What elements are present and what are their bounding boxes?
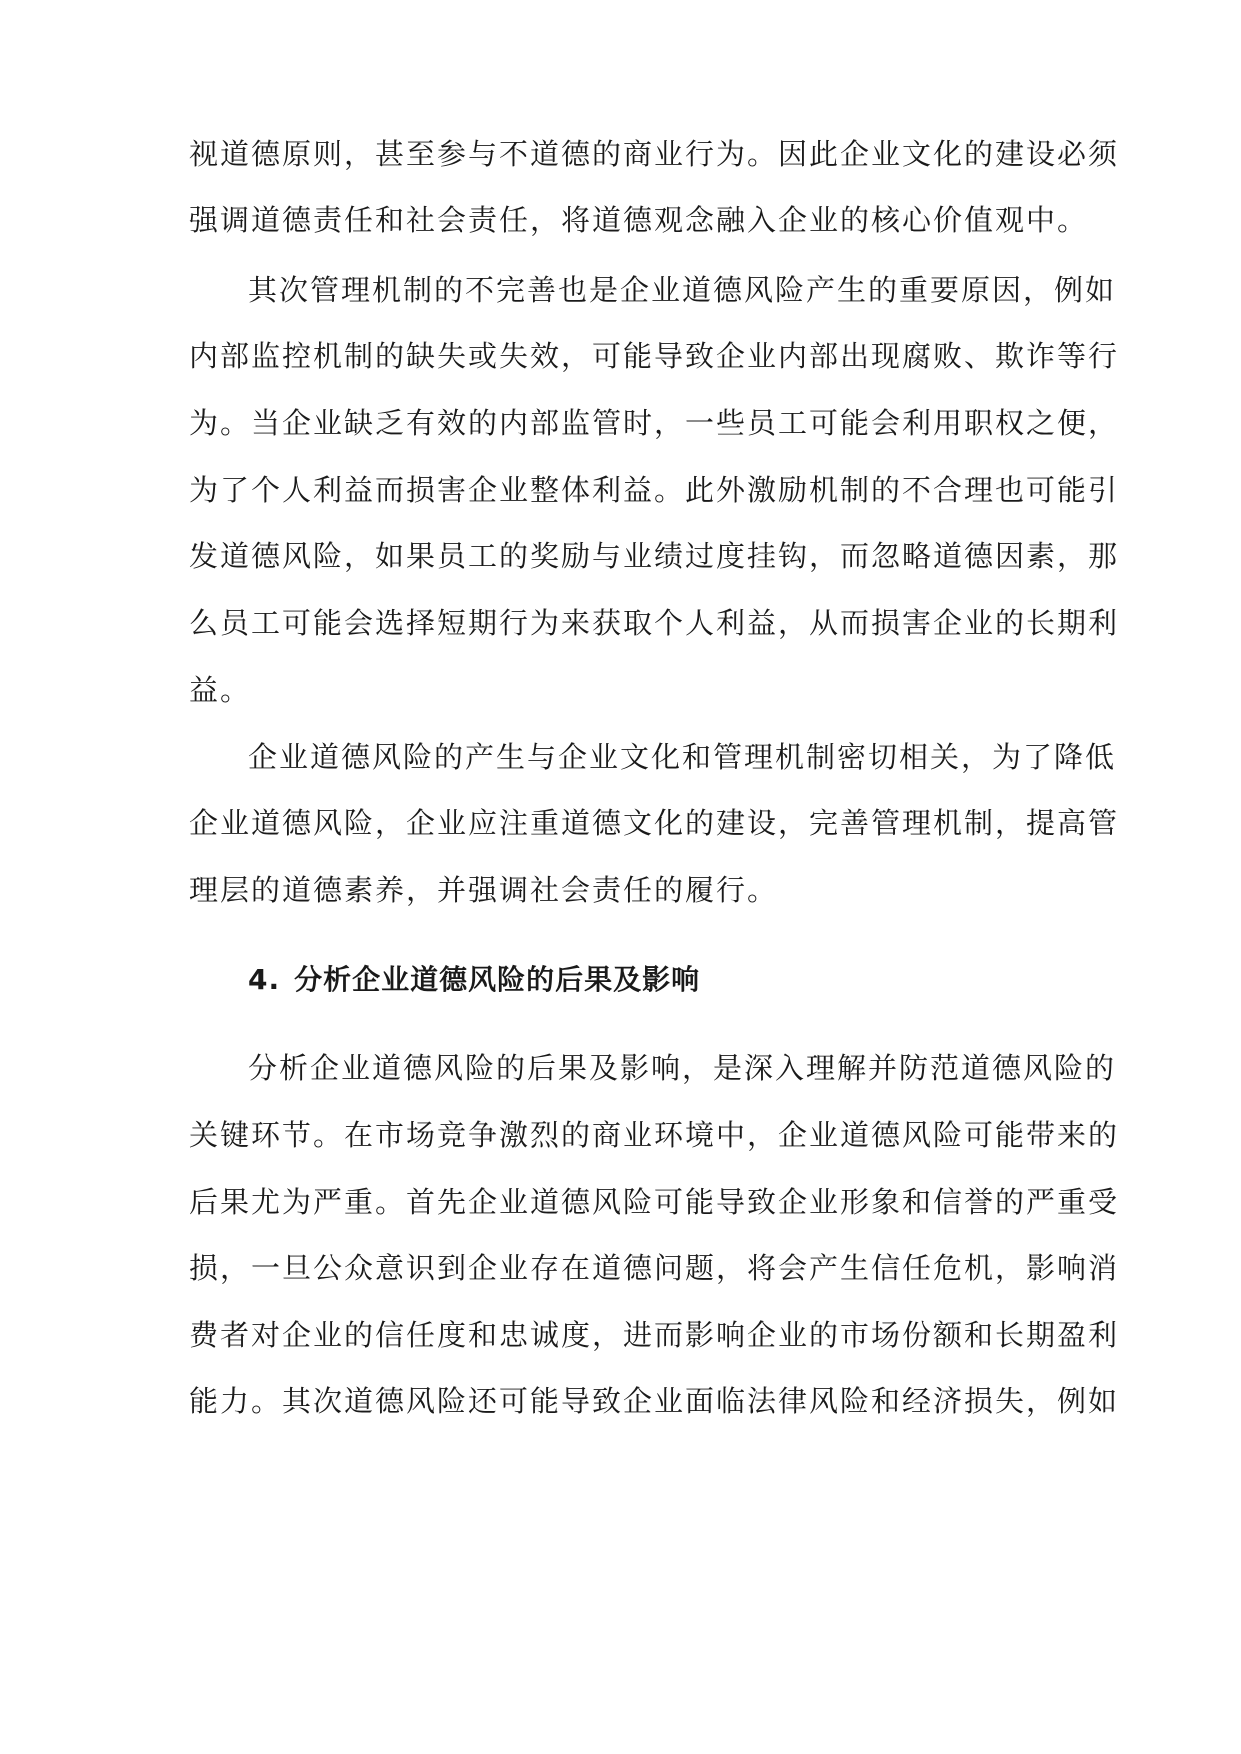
- paragraph-line: 内部监控机制的缺失或失效，可能导致企业内部出现腐败、欺诈等行: [189, 339, 1120, 373]
- paragraph-line: 益。: [189, 673, 252, 707]
- paragraph-line: 分析企业道德风险的后果及影响，是深入理解并防范道德风险的: [248, 1051, 1117, 1085]
- paragraph-line: 视道德原则，甚至参与不道德的商业行为。因此企业文化的建设必须: [189, 137, 1120, 171]
- paragraph-line: 为了个人利益而损害企业整体利益。此外激励机制的不合理也可能引: [189, 473, 1120, 507]
- paragraph-line: 理层的道德素养，并强调社会责任的履行。: [189, 873, 779, 907]
- section-number: 4.: [248, 963, 281, 996]
- paragraph-line: 强调道德责任和社会责任，将道德观念融入企业的核心价值观中。: [189, 203, 1089, 237]
- paragraph-line: 企业道德风险的产生与企业文化和管理机制密切相关，为了降低: [248, 740, 1117, 774]
- paragraph-line: 能力。其次道德风险还可能导致企业面临法律风险和经济损失，例如: [189, 1384, 1120, 1418]
- paragraph-line: 企业道德风险，企业应注重道德文化的建设，完善管理机制，提高管: [189, 806, 1120, 840]
- paragraph-line: 关键环节。在市场竞争激烈的商业环境中，企业道德风险可能带来的: [189, 1118, 1120, 1152]
- paragraph-line: 费者对企业的信任度和忠诚度，进而影响企业的市场份额和长期盈利: [189, 1318, 1120, 1352]
- section-heading: [248, 960, 700, 1000]
- paragraph-line: 其次管理机制的不完善也是企业道德风险产生的重要原因，例如: [248, 273, 1117, 307]
- paragraph-line: 么员工可能会选择短期行为来获取个人利益，从而损害企业的长期利: [189, 606, 1120, 640]
- paragraph-line: 损，一旦公众意识到企业存在道德问题，将会产生信任危机，影响消: [189, 1251, 1120, 1285]
- section-title: 分析企业道德风险的后果及影响: [294, 963, 701, 996]
- paragraph-line: 发道德风险，如果员工的奖励与业绩过度挂钩，而忽略道德因素，那: [189, 539, 1120, 573]
- paragraph-line: 为。当企业缺乏有效的内部监管时，一些员工可能会利用职权之便，: [189, 406, 1120, 440]
- paragraph-line: 后果尤为严重。首先企业道德风险可能导致企业形象和信誉的严重受: [189, 1185, 1120, 1219]
